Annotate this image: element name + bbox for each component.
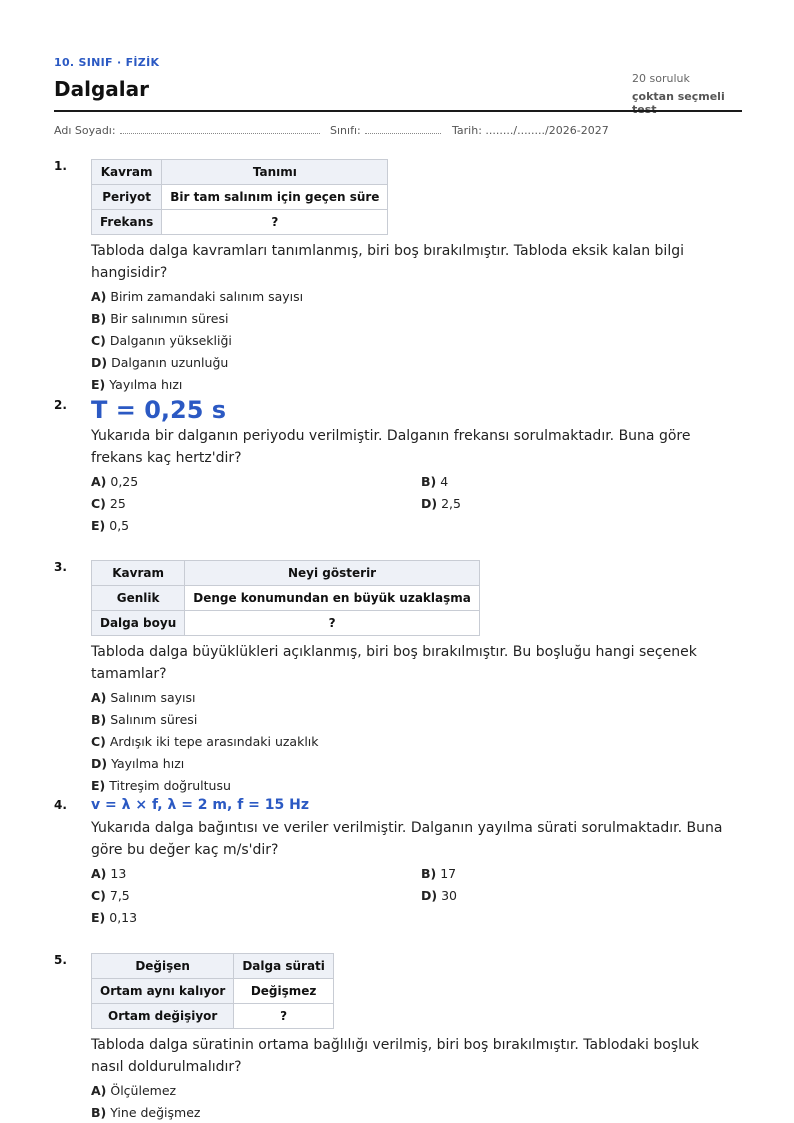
option-b[interactable]: B) Yine değişmez [91, 1105, 201, 1120]
option-a[interactable]: A) Birim zamandaki salınım sayısı [91, 289, 304, 304]
question-stem: Tabloda dalga büyüklükleri açıklanmış, biri boş bırakılmıştır. Bu boşluğu hangi seçenek tamamlar? [91, 644, 697, 682]
question-number: 1. [54, 159, 67, 173]
table-row-header: Dalga boyu [92, 611, 185, 636]
option-e[interactable]: E) Titreşim doğrultusu [91, 778, 231, 793]
option-c[interactable]: C) 25 [91, 496, 126, 511]
table-header: Değişen [92, 954, 234, 979]
question-count: 20 soruluk [632, 72, 690, 85]
option-b[interactable]: B) Bir salınımın süresi [91, 311, 229, 326]
question-number: 2. [54, 398, 67, 412]
class-blank[interactable] [365, 124, 441, 134]
option-a[interactable]: A) 13 [91, 866, 127, 881]
class-label: Sınıfı: [330, 124, 361, 137]
option-d[interactable]: D) Yayılma hızı [91, 756, 185, 771]
options-list [91, 1080, 731, 1123]
table-header: Kavram [92, 561, 185, 586]
table-row-header: Ortam aynı kalıyor [92, 979, 234, 1004]
table-header: Tanımı [162, 160, 388, 185]
table-cell: ? [234, 1004, 334, 1029]
table-cell: Denge konumundan en büyük uzaklaşma [185, 586, 480, 611]
question-stem: Yukarıda bir dalganın periyodu verilmiştir. Dalganın frekansı sorulmaktadır. Buna göre frekans kaç hertz'dir? [91, 428, 691, 466]
name-blank[interactable] [120, 124, 320, 134]
option-b[interactable]: B) 4 [421, 474, 449, 489]
table-row-header: Periyot [92, 185, 162, 210]
name-label: Adı Soyadı: [54, 124, 116, 137]
option-c[interactable]: C) Dalganın yüksekliği [91, 333, 232, 348]
formula: v = λ × f, λ = 2 m, f = 15 Hz [91, 797, 309, 813]
date-label: Tarih: ......../......../2026-2027 [452, 124, 609, 137]
concept-table [91, 159, 388, 235]
date-field [452, 124, 609, 137]
options-list [91, 687, 731, 797]
option-a[interactable]: A) 0,25 [91, 474, 139, 489]
option-a[interactable]: A) Ölçülemez [91, 1083, 177, 1098]
question-stem: Yukarıda dalga bağıntısı ve veriler verilmiştir. Dalganın yayılma sürati sorulmaktadır. Buna göre bu değer kaç m/s'dir? [91, 820, 723, 858]
table-cell: Bir tam salınım için geçen süre [162, 185, 388, 210]
options-grid [91, 471, 731, 537]
header-divider [54, 110, 742, 112]
table-header: Dalga sürati [234, 954, 334, 979]
table-row-header: Frekans [92, 210, 162, 235]
name-field[interactable] [54, 124, 320, 137]
formula: T = 0,25 s [91, 396, 227, 424]
question-stem: Tabloda dalga süratinin ortama bağlılığı verilmiş, biri boş bırakılmıştır. Tablodaki boşluk nasıl doldurulmalıdır? [91, 1037, 699, 1075]
table-row-header: Genlik [92, 586, 185, 611]
table-cell: Değişmez [234, 979, 334, 1004]
table-cell: ? [162, 210, 388, 235]
option-e[interactable]: E) Yayılma hızı [91, 377, 183, 392]
table-header: Neyi gösterir [185, 561, 480, 586]
options-grid [91, 863, 731, 929]
option-c[interactable]: C) Ardışık iki tepe arasındaki uzaklık [91, 734, 319, 749]
option-b[interactable]: B) 17 [421, 866, 457, 881]
option-b[interactable]: B) Salınım süresi [91, 712, 198, 727]
concept-table [91, 953, 334, 1029]
option-e[interactable]: E) 0,5 [91, 518, 130, 533]
concept-table [91, 560, 480, 636]
table-row-header: Ortam değişiyor [92, 1004, 234, 1029]
question-number: 3. [54, 560, 67, 574]
option-a[interactable]: A) Salınım sayısı [91, 690, 196, 705]
question-number: 5. [54, 953, 67, 967]
question-stem: Tabloda dalga kavramları tanımlanmış, biri boş bırakılmıştır. Tabloda eksik kalan bilgi hangisidir? [91, 243, 684, 281]
option-e[interactable]: E) 0,13 [91, 910, 138, 925]
option-d[interactable]: D) Dalganın uzunluğu [91, 355, 229, 370]
table-header: Kavram [92, 160, 162, 185]
option-c[interactable]: C) 7,5 [91, 888, 130, 903]
test-type: çoktan seçmeli [632, 90, 725, 103]
option-d[interactable]: D) 30 [421, 888, 457, 903]
question-number: 4. [54, 798, 67, 812]
options-list [91, 286, 731, 396]
subject-label: 10. SINIF · FİZİK [54, 56, 160, 69]
page-title: Dalgalar [54, 77, 149, 101]
option-d[interactable]: D) 2,5 [421, 496, 461, 511]
class-field[interactable] [330, 124, 441, 137]
table-cell: ? [185, 611, 480, 636]
